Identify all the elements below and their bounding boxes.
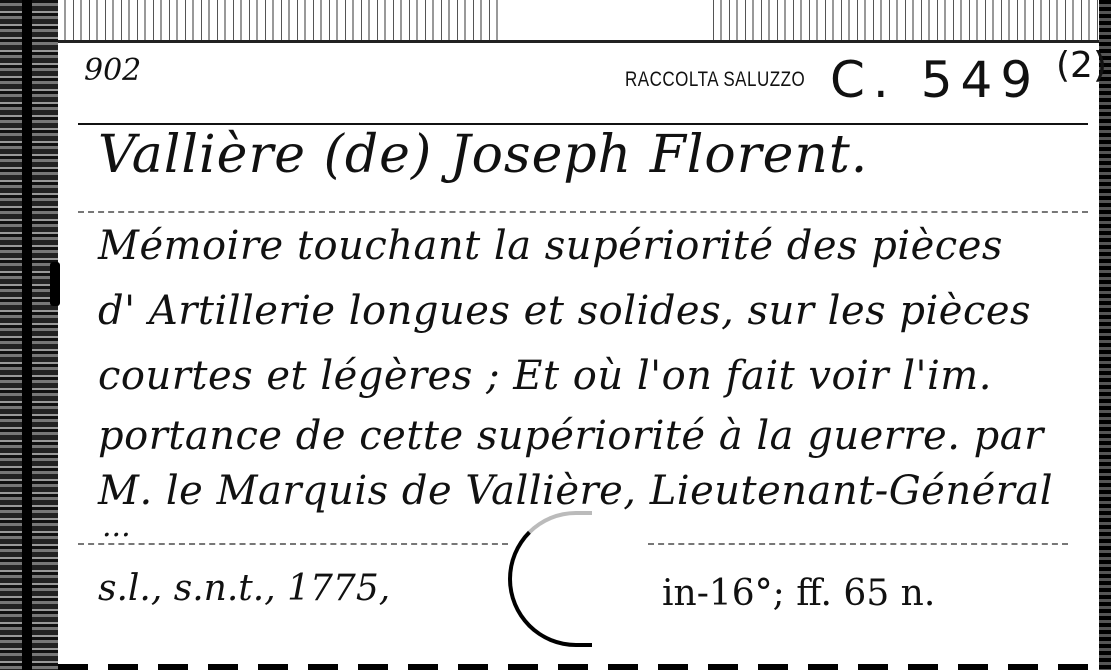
shelf-number: 902 <box>84 53 142 88</box>
scan-border-bottom <box>58 664 1099 670</box>
title-line: M. le Marquis de Vallière, Lieutenant-Général <box>98 468 1054 514</box>
collection-stamp: RACCOLTA SALUZZO <box>625 67 806 91</box>
scan-border-left <box>0 0 58 670</box>
title-line: Mémoire touchant la supériorité des pièces <box>98 223 1003 269</box>
format-collation: in-16°; ff. 65 n. <box>662 573 936 614</box>
title-line: d' Artillerie longues et solides, sur les pièces <box>98 288 1032 334</box>
ruled-line <box>78 211 1088 214</box>
title-ellipsis: ... <box>102 509 131 544</box>
title-line: courtes et légères ; Et où l'on fait voir l'im. <box>98 353 992 399</box>
scan-border-right <box>1099 0 1111 670</box>
ruled-line <box>78 543 508 546</box>
title-line: portance de cette supériorité à la guerre. par <box>98 413 1044 459</box>
catalog-card <box>58 43 1107 664</box>
call-number-suffix: (2) <box>1056 45 1107 86</box>
call-number: C. 549 <box>830 51 1041 109</box>
scan-border-top <box>58 0 1099 43</box>
author-heading: Vallière (de) Joseph Florent. <box>98 125 869 185</box>
c-stamp-mark <box>508 511 592 647</box>
ruled-line <box>648 543 1068 546</box>
imprint: s.l., s.n.t., 1775, <box>98 568 391 609</box>
